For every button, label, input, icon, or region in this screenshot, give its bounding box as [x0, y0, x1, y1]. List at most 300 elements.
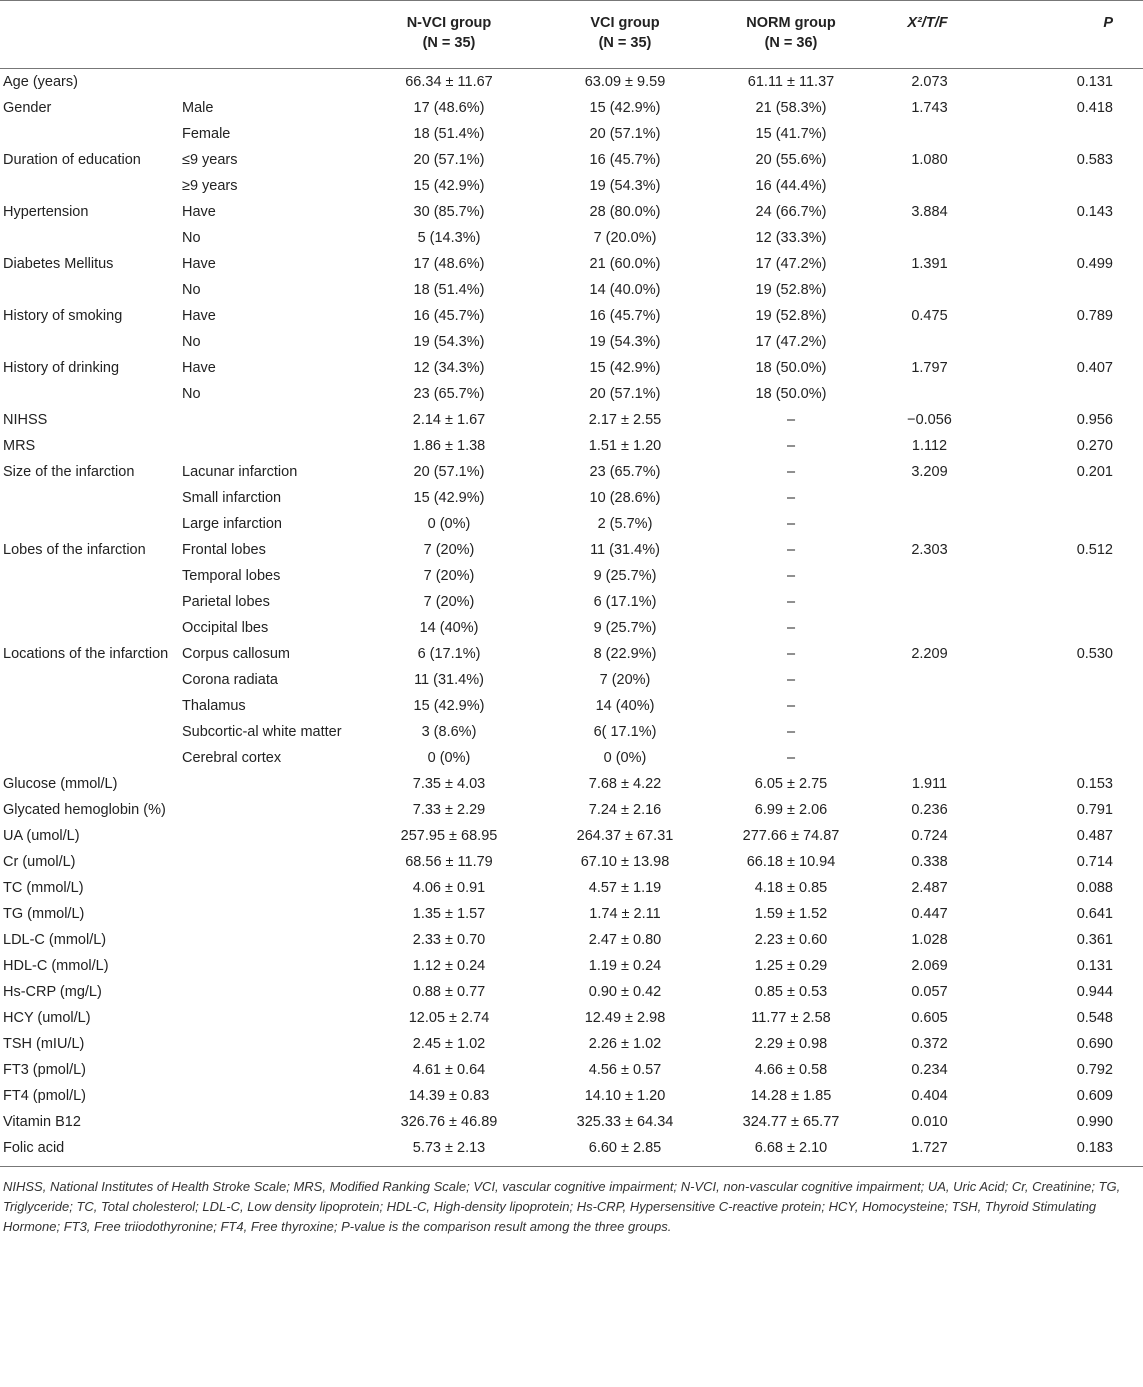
table-row — [0, 667, 1143, 693]
cell-n-vci: 19 (54.3%) — [413, 334, 485, 350]
cell-norm: 61.11 ± 11.37 — [747, 74, 835, 90]
cell-vci: 15 (42.9%) — [589, 360, 661, 376]
cell-variable: TC (mmol/L) — [3, 880, 84, 896]
cell-variable: Hypertension — [3, 204, 89, 220]
cell-test-statistic — [872, 511, 987, 537]
cell-norm: – — [786, 620, 796, 636]
cell-test-statistic: 0.475 — [911, 308, 948, 324]
cell-test-statistic: 0.234 — [911, 1062, 948, 1078]
cell-subcategory: Lacunar infarction — [182, 464, 298, 480]
cell-vci: 21 (60.0%) — [589, 256, 661, 272]
table-row — [0, 329, 1143, 355]
header-variable — [0, 1, 178, 69]
cell-vci: 4.57 ± 1.19 — [588, 880, 662, 896]
cell-n-vci: 30 (85.7%) — [413, 204, 485, 220]
cell-n-vci: 15 (42.9%) — [413, 490, 485, 506]
cell-p-value — [987, 589, 1143, 615]
cell-n-vci: 15 (42.9%) — [413, 698, 485, 714]
cell-p-value: 0.789 — [1076, 308, 1113, 324]
cell-subcategory — [178, 69, 358, 96]
cell-n-vci: 0 (0%) — [427, 750, 471, 766]
cell-test-statistic: 1.080 — [911, 152, 948, 168]
cell-norm: – — [786, 438, 796, 454]
cell-subcategory — [178, 1057, 358, 1083]
cell-n-vci: 0.88 ± 0.77 — [412, 984, 486, 1000]
cell-norm: 17 (47.2%) — [755, 256, 827, 272]
cell-vci: 2 (5.7%) — [597, 516, 653, 532]
cell-subcategory: No — [182, 282, 201, 298]
table-row — [0, 147, 1143, 173]
cell-variable — [0, 667, 178, 693]
cell-test-statistic — [872, 173, 987, 199]
cell-norm: 6.05 ± 2.75 — [754, 776, 828, 792]
header-norm-count: (N = 36) — [764, 35, 818, 51]
cell-p-value: 0.499 — [1076, 256, 1113, 272]
header-row — [0, 1, 1143, 69]
cell-test-statistic — [872, 329, 987, 355]
cell-norm: 277.66 ± 74.87 — [742, 828, 840, 844]
cell-vci: 0 (0%) — [603, 750, 647, 766]
cell-vci: 23 (65.7%) — [589, 464, 661, 480]
cell-n-vci: 1.12 ± 0.24 — [412, 958, 486, 974]
table-row — [0, 719, 1143, 745]
header-n-vci-label: N-VCI group — [406, 15, 492, 31]
cell-variable: Lobes of the infarction — [3, 542, 146, 558]
cell-norm: – — [786, 490, 796, 506]
cell-test-statistic: 0.372 — [911, 1036, 948, 1052]
cell-norm: 0.85 ± 0.53 — [754, 984, 828, 1000]
cell-variable: Gender — [3, 100, 52, 116]
cell-vci: 28 (80.0%) — [589, 204, 661, 220]
cell-subcategory: Have — [182, 256, 216, 272]
table-row — [0, 927, 1143, 953]
table-footnote: NIHSS, National Institutes of Health Stroke Scale; MRS, Modified Ranking Scale; VCI, vascular cognitive impairment; N-VCI, non-vascular cognitive impairment; UA, Uric Acid; Cr, Creatinine; TG, Triglyceride; TC, Total cholesterol; LDL-C, Low density lipoprotein; HDL-C, High-density lipoprotein; Hs-CRP, Hypersensitive C-reactive protein; HCY, Homocysteine; TSH, Thyroid Stimulating Hormone; FT3, Free triiodothyronine; FT4, Free thyroxine; P-value is the comparison result among the three groups. — [0, 1166, 1143, 1237]
cell-p-value: 0.407 — [1076, 360, 1113, 376]
table-row — [0, 693, 1143, 719]
cell-p-value: 0.609 — [1076, 1088, 1113, 1104]
cell-norm: 6.68 ± 2.10 — [754, 1140, 828, 1156]
cell-vci: 16 (45.7%) — [589, 152, 661, 168]
cell-variable: MRS — [3, 438, 36, 454]
cell-variable — [0, 485, 178, 511]
cell-subcategory — [178, 1031, 358, 1057]
header-subcategory — [178, 1, 358, 69]
table-header — [0, 1, 1143, 69]
cell-subcategory: No — [182, 386, 201, 402]
table-row — [0, 823, 1143, 849]
cell-p-value: 0.548 — [1076, 1010, 1113, 1026]
cell-subcategory: Subcortic-al white matter — [182, 724, 342, 740]
cell-subcategory: No — [182, 230, 201, 246]
header-norm-group — [710, 1, 872, 69]
cell-norm: 6.99 ± 2.06 — [754, 802, 828, 818]
cell-vci: 2.26 ± 1.02 — [588, 1036, 662, 1052]
cell-test-statistic — [872, 277, 987, 303]
table-row — [0, 771, 1143, 797]
cell-norm: 18 (50.0%) — [755, 360, 827, 376]
cell-n-vci: 7 (20%) — [423, 542, 475, 558]
header-n-vci-group — [358, 1, 540, 69]
cell-n-vci: 4.06 ± 0.91 — [412, 880, 486, 896]
cell-vci: 2.47 ± 0.80 — [588, 932, 662, 948]
cell-norm: 1.59 ± 1.52 — [754, 906, 828, 922]
cell-subcategory: Small infarction — [182, 490, 282, 506]
table-row — [0, 953, 1143, 979]
cell-variable — [0, 589, 178, 615]
cell-variable — [0, 277, 178, 303]
cell-subcategory: Cerebral cortex — [182, 750, 282, 766]
cell-n-vci: 6 (17.1%) — [417, 646, 481, 662]
cell-test-statistic: 3.884 — [911, 204, 948, 220]
cell-subcategory: Large infarction — [182, 516, 282, 532]
cell-n-vci: 17 (48.6%) — [413, 256, 485, 272]
cell-p-value: 0.956 — [1076, 412, 1113, 428]
cell-variable — [0, 745, 178, 771]
table-row — [0, 407, 1143, 433]
cell-p-value — [987, 329, 1143, 355]
cell-vci: 1.51 ± 1.20 — [588, 438, 662, 454]
cell-variable: Vitamin B12 — [3, 1114, 81, 1130]
cell-vci: 6 (17.1%) — [593, 594, 657, 610]
cell-variable: Locations of the infarction — [3, 646, 169, 662]
cell-variable: TG (mmol/L) — [3, 906, 85, 922]
table-body — [0, 69, 1143, 1167]
cell-n-vci: 14 (40%) — [419, 620, 479, 636]
cell-subcategory — [178, 1109, 358, 1135]
table-row — [0, 1083, 1143, 1109]
cell-norm: – — [786, 464, 796, 480]
cell-vci: 7 (20%) — [599, 672, 651, 688]
cell-norm: 15 (41.7%) — [755, 126, 827, 142]
cell-n-vci: 20 (57.1%) — [413, 464, 485, 480]
cell-p-value: 0.714 — [1076, 854, 1113, 870]
cell-variable — [0, 173, 178, 199]
cell-subcategory — [178, 1005, 358, 1031]
cell-test-statistic — [872, 745, 987, 771]
cell-p-value — [987, 485, 1143, 511]
header-n-vci-count: (N = 35) — [422, 35, 476, 51]
cell-test-statistic — [872, 485, 987, 511]
cell-n-vci: 0 (0%) — [427, 516, 471, 532]
cell-variable: Glycated hemoglobin (%) — [3, 802, 166, 818]
cell-norm: 1.25 ± 0.29 — [754, 958, 828, 974]
cell-subcategory: Male — [182, 100, 214, 116]
cell-p-value: 0.270 — [1076, 438, 1113, 454]
cell-p-value — [987, 615, 1143, 641]
cell-n-vci: 2.14 ± 1.67 — [412, 412, 486, 428]
cell-norm: 19 (52.8%) — [755, 308, 827, 324]
cell-subcategory: Thalamus — [182, 698, 246, 714]
cell-p-value: 0.131 — [1076, 74, 1113, 90]
table-row — [0, 745, 1143, 771]
cell-test-statistic: 1.797 — [911, 360, 948, 376]
cell-norm: 2.29 ± 0.98 — [754, 1036, 828, 1052]
cell-p-value: 0.183 — [1076, 1140, 1113, 1156]
cell-norm: 11.77 ± 2.58 — [751, 1010, 831, 1026]
cell-norm: 66.18 ± 10.94 — [746, 854, 836, 870]
cell-p-value: 0.131 — [1076, 958, 1113, 974]
table-row — [0, 563, 1143, 589]
header-norm-label: NORM group — [746, 15, 836, 31]
cell-n-vci: 326.76 ± 46.89 — [400, 1114, 498, 1130]
cell-norm: – — [786, 724, 796, 740]
table-row — [0, 1005, 1143, 1031]
cell-vci: 10 (28.6%) — [589, 490, 661, 506]
table-row — [0, 381, 1143, 407]
cell-vci: 16 (45.7%) — [589, 308, 661, 324]
cell-subcategory: Frontal lobes — [182, 542, 266, 558]
cell-p-value: 0.418 — [1076, 100, 1113, 116]
cell-vci: 2.17 ± 2.55 — [588, 412, 662, 428]
cell-p-value — [987, 563, 1143, 589]
table-row — [0, 277, 1143, 303]
table-row — [0, 173, 1143, 199]
cell-variable: History of smoking — [3, 308, 123, 324]
cell-variable: Folic acid — [3, 1140, 65, 1156]
cell-test-statistic: 2.487 — [911, 880, 948, 896]
cell-vci: 7.68 ± 4.22 — [588, 776, 662, 792]
cell-norm: – — [786, 516, 796, 532]
cell-n-vci: 15 (42.9%) — [413, 178, 485, 194]
cell-test-statistic: 1.743 — [911, 100, 948, 116]
table-row — [0, 537, 1143, 563]
cell-vci: 20 (57.1%) — [589, 126, 661, 142]
cell-test-statistic: 2.069 — [911, 958, 948, 974]
cell-vci: 6.60 ± 2.85 — [588, 1140, 662, 1156]
cell-variable: UA (umol/L) — [3, 828, 80, 844]
cell-vci: 14 (40.0%) — [589, 282, 661, 298]
cell-variable: Age (years) — [3, 74, 78, 90]
cell-p-value — [987, 277, 1143, 303]
cell-p-value — [987, 121, 1143, 147]
cell-vci: 7.24 ± 2.16 — [588, 802, 662, 818]
cell-vci: 67.10 ± 13.98 — [580, 854, 670, 870]
cell-n-vci: 7.33 ± 2.29 — [412, 802, 486, 818]
cell-n-vci: 2.45 ± 1.02 — [412, 1036, 486, 1052]
cell-vci: 19 (54.3%) — [589, 334, 661, 350]
cell-p-value: 0.641 — [1076, 906, 1113, 922]
cell-norm: 24 (66.7%) — [755, 204, 827, 220]
cell-test-statistic: 0.404 — [911, 1088, 948, 1104]
cell-norm: – — [786, 542, 796, 558]
cell-norm: 4.66 ± 0.58 — [754, 1062, 828, 1078]
cell-test-statistic — [872, 225, 987, 251]
cell-test-statistic — [872, 667, 987, 693]
cell-vci: 9 (25.7%) — [593, 568, 657, 584]
cell-test-statistic: 0.057 — [911, 984, 948, 1000]
cell-variable: HCY (umol/L) — [3, 1010, 91, 1026]
cell-subcategory — [178, 407, 358, 433]
cell-test-statistic: 1.112 — [911, 438, 948, 454]
cell-subcategory: Temporal lobes — [182, 568, 281, 584]
cell-norm: – — [786, 750, 796, 766]
cell-subcategory: Parietal lobes — [182, 594, 270, 610]
cell-p-value: 0.583 — [1076, 152, 1113, 168]
cell-test-statistic: 2.303 — [911, 542, 948, 558]
cell-vci: 9 (25.7%) — [593, 620, 657, 636]
cell-variable: NIHSS — [3, 412, 48, 428]
cell-norm: 12 (33.3%) — [755, 230, 827, 246]
cell-p-value: 0.361 — [1076, 932, 1113, 948]
cell-vci: 14 (40%) — [595, 698, 655, 714]
table-row — [0, 433, 1143, 459]
cell-subcategory: Occipital lbes — [182, 620, 269, 636]
table-row — [0, 199, 1143, 225]
cell-n-vci: 18 (51.4%) — [413, 282, 485, 298]
cell-variable — [0, 511, 178, 537]
cell-vci: 0.90 ± 0.42 — [588, 984, 662, 1000]
cell-vci: 325.33 ± 64.34 — [576, 1114, 674, 1130]
cell-test-statistic: 1.028 — [911, 932, 948, 948]
cell-test-statistic — [872, 563, 987, 589]
cell-variable — [0, 563, 178, 589]
cell-n-vci: 18 (51.4%) — [413, 126, 485, 142]
cell-p-value: 0.690 — [1076, 1036, 1113, 1052]
cell-norm: 21 (58.3%) — [755, 100, 827, 116]
cell-norm: 19 (52.8%) — [755, 282, 827, 298]
cell-variable: Size of the infarction — [3, 464, 135, 480]
cell-test-statistic — [872, 719, 987, 745]
table-row — [0, 615, 1143, 641]
cell-vci: 6( 17.1%) — [593, 724, 657, 740]
cell-test-statistic: 0.338 — [911, 854, 948, 870]
cell-test-statistic: 2.209 — [911, 646, 948, 662]
table-row — [0, 979, 1143, 1005]
cell-subcategory — [178, 927, 358, 953]
cell-norm: 14.28 ± 1.85 — [750, 1088, 832, 1104]
cell-n-vci: 16 (45.7%) — [413, 308, 485, 324]
cell-vci: 63.09 ± 9.59 — [584, 74, 666, 90]
cell-norm: – — [786, 646, 796, 662]
cell-n-vci: 1.35 ± 1.57 — [412, 906, 486, 922]
cell-variable: History of drinking — [3, 360, 120, 376]
cell-n-vci: 4.61 ± 0.64 — [412, 1062, 486, 1078]
cell-subcategory: Corpus callosum — [182, 646, 290, 662]
cell-variable — [0, 615, 178, 641]
cell-subcategory — [178, 1083, 358, 1109]
header-p-value: P — [987, 1, 1143, 69]
cell-variable — [0, 329, 178, 355]
table-row — [0, 797, 1143, 823]
cell-p-value: 0.487 — [1076, 828, 1113, 844]
cell-p-value — [987, 225, 1143, 251]
table-row — [0, 251, 1143, 277]
cell-variable — [0, 381, 178, 407]
cell-test-statistic: 0.010 — [911, 1114, 948, 1130]
cell-variable: FT3 (pmol/L) — [3, 1062, 86, 1078]
table-row — [0, 1109, 1143, 1135]
cell-subcategory — [178, 771, 358, 797]
cell-subcategory — [178, 797, 358, 823]
cell-test-statistic: 0.447 — [911, 906, 948, 922]
cell-n-vci: 5 (14.3%) — [417, 230, 481, 246]
cell-test-statistic: 1.391 — [911, 256, 948, 272]
cell-norm: 324.77 ± 65.77 — [742, 1114, 840, 1130]
cell-vci: 1.19 ± 0.24 — [588, 958, 662, 974]
cell-p-value: 0.088 — [1076, 880, 1113, 896]
cell-test-statistic: 0.724 — [911, 828, 948, 844]
cell-norm: – — [786, 412, 796, 428]
cell-n-vci: 1.86 ± 1.38 — [412, 438, 486, 454]
cell-norm: – — [786, 568, 796, 584]
cell-p-value: 0.143 — [1076, 204, 1113, 220]
cell-p-value: 0.530 — [1076, 646, 1113, 662]
cell-vci: 8 (22.9%) — [593, 646, 657, 662]
cell-test-statistic — [872, 615, 987, 641]
cell-p-value: 0.201 — [1076, 464, 1113, 480]
cell-norm: – — [786, 672, 796, 688]
cell-subcategory — [178, 953, 358, 979]
cell-p-value — [987, 511, 1143, 537]
cell-variable: Duration of education — [3, 152, 141, 168]
table-row — [0, 355, 1143, 381]
cell-norm: – — [786, 698, 796, 714]
table-row — [0, 1057, 1143, 1083]
cell-vci: 20 (57.1%) — [589, 386, 661, 402]
table-row — [0, 95, 1143, 121]
cell-subcategory: Have — [182, 204, 216, 220]
cell-n-vci: 14.39 ± 0.83 — [408, 1088, 490, 1104]
cell-n-vci: 12 (34.3%) — [413, 360, 485, 376]
cell-vci: 264.37 ± 67.31 — [576, 828, 674, 844]
cell-variable: HDL-C (mmol/L) — [3, 958, 109, 974]
cell-vci: 11 (31.4%) — [590, 542, 660, 558]
cell-subcategory — [178, 901, 358, 927]
cell-vci: 7 (20.0%) — [593, 230, 657, 246]
cell-variable: FT4 (pmol/L) — [3, 1088, 86, 1104]
cell-n-vci: 7.35 ± 4.03 — [412, 776, 486, 792]
cell-test-statistic: 1.911 — [911, 776, 948, 792]
table-row — [0, 459, 1143, 485]
cell-n-vci: 7 (20%) — [423, 594, 475, 610]
cell-variable: LDL-C (mmol/L) — [3, 932, 107, 948]
cell-p-value — [987, 719, 1143, 745]
cell-p-value: 0.512 — [1076, 542, 1113, 558]
cell-test-statistic: 1.727 — [911, 1140, 948, 1156]
cell-n-vci: 23 (65.7%) — [413, 386, 485, 402]
header-test-statistic: X²/T/F — [872, 1, 987, 69]
cell-n-vci: 17 (48.6%) — [413, 100, 485, 116]
cell-test-statistic: 0.236 — [911, 802, 948, 818]
cell-vci: 1.74 ± 2.11 — [589, 906, 661, 922]
cell-norm: 2.23 ± 0.60 — [754, 932, 828, 948]
cell-variable: Cr (umol/L) — [3, 854, 76, 870]
cell-norm: 18 (50.0%) — [755, 386, 827, 402]
table-row — [0, 303, 1143, 329]
table-row — [0, 875, 1143, 901]
cell-p-value — [987, 745, 1143, 771]
cell-subcategory — [178, 875, 358, 901]
cell-p-value: 0.990 — [1076, 1114, 1113, 1130]
cell-n-vci: 12.05 ± 2.74 — [408, 1010, 490, 1026]
cell-subcategory: Have — [182, 308, 216, 324]
table-row — [0, 121, 1143, 147]
header-vci-group — [540, 1, 710, 69]
cell-test-statistic: 3.209 — [911, 464, 948, 480]
cell-norm: 20 (55.6%) — [755, 152, 827, 168]
cell-norm: 16 (44.4%) — [755, 178, 827, 194]
cell-vci: 4.56 ± 0.57 — [588, 1062, 662, 1078]
cell-variable — [0, 121, 178, 147]
cell-p-value — [987, 667, 1143, 693]
cell-n-vci: 3 (8.6%) — [421, 724, 477, 740]
cell-p-value — [987, 381, 1143, 407]
cell-subcategory — [178, 823, 358, 849]
cell-variable — [0, 693, 178, 719]
cell-norm: – — [786, 594, 796, 610]
cell-p-value — [987, 173, 1143, 199]
cell-p-value: 0.944 — [1076, 984, 1113, 1000]
